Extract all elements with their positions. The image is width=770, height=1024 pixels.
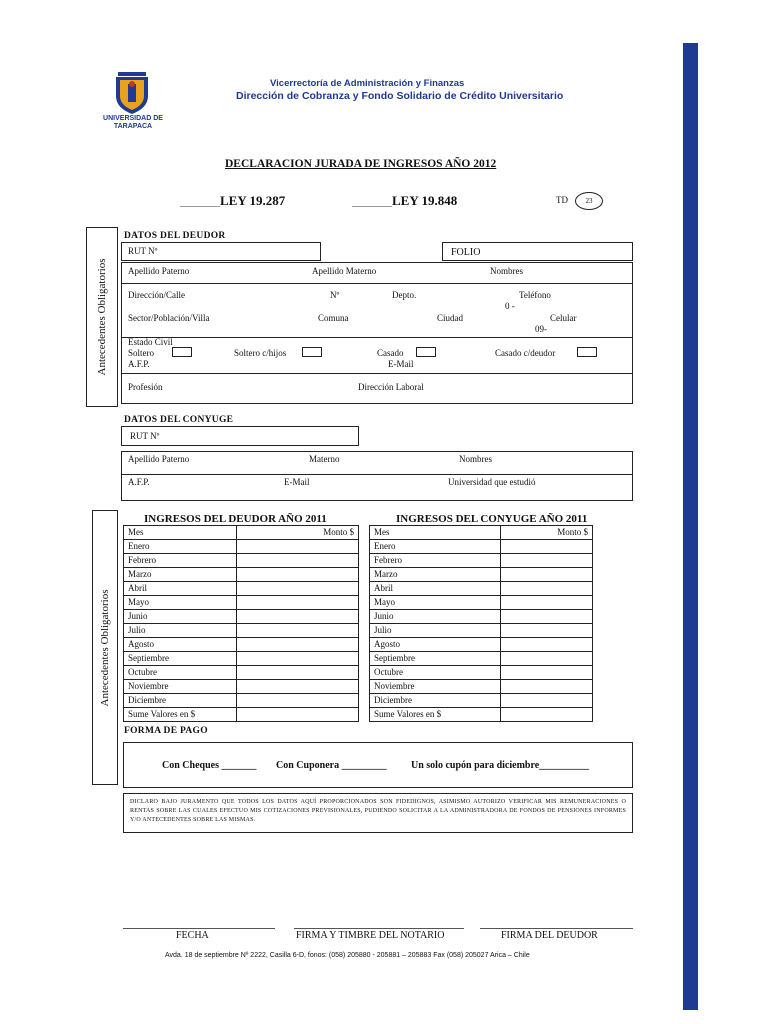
td-label: TD <box>556 195 568 205</box>
deudor-celular-prefix: 09- <box>535 324 547 334</box>
deudor-month-octubre-label: Octubre <box>124 666 237 680</box>
conyuge-sum-label: Sume Valores en $ <box>370 708 501 722</box>
conyuge-month-junio-label: Junio <box>370 610 501 624</box>
conyuge-month-septiembre-monto-input[interactable] <box>501 652 593 666</box>
declaracion-text: DICLARO BAJO JURAMENTO QUE TODOS LOS DATOS AQUÍ PROPORCIONADOS SON FIDEDIGNOS, ASIMISMO AUTORIZO VERIFICAR MIS REMUNERACIONES O RENTAS SOBRE LAS CUALES EFECTUO MIS COTIZACIONES PREVISIONALES, PUDIENDO SOLICITAR A LA ADMINISTRADORA DE FONDOS DE PENSIONES INFORMES Y/O ANTECEDENTES SOBRE LAS MISMAS. <box>123 793 633 833</box>
table-row <box>124 610 359 624</box>
deudor-telefono-label: Teléfono <box>519 290 551 300</box>
side-label-box-2 <box>92 510 118 785</box>
deudor-month-septiembre-label: Septiembre <box>124 652 237 666</box>
deudor-direccion-label: Dirección/Calle <box>128 290 185 300</box>
table-row <box>124 652 359 666</box>
deudor-data-box <box>121 262 633 404</box>
deudor-month-noviembre-label: Noviembre <box>124 680 237 694</box>
ingresos-deudor-body <box>124 526 359 722</box>
conyuge-month-diciembre-monto-input[interactable] <box>501 694 593 708</box>
deudor-month-junio-label: Junio <box>124 610 237 624</box>
table-row <box>370 624 593 638</box>
notario-line <box>294 928 464 929</box>
deudor-profesion-label: Profesión <box>128 382 163 392</box>
table-row <box>370 596 593 610</box>
deudor-month-enero-monto-input[interactable] <box>237 540 359 554</box>
folio-field[interactable] <box>442 242 633 261</box>
deudor-month-octubre-monto-input[interactable] <box>237 666 359 680</box>
conyuge-month-abril-label: Abril <box>370 582 501 596</box>
deudor-month-agosto-label: Agosto <box>124 638 237 652</box>
deudor-depto-label: Depto. <box>392 290 417 300</box>
deudor-month-abril-label: Abril <box>124 582 237 596</box>
table-row <box>370 708 593 722</box>
conyuge-materno-label: Materno <box>309 454 340 464</box>
table-row <box>124 568 359 582</box>
deudor-email-label: E-Mail <box>388 359 414 369</box>
col-monto-header: Monto $ <box>501 526 593 540</box>
deudor-ciudad-label: Ciudad <box>437 313 463 323</box>
side-blue-bar <box>683 43 698 1010</box>
deudor-month-marzo-label: Marzo <box>124 568 237 582</box>
soltero-label: Soltero <box>128 348 154 358</box>
deudor-month-julio-label: Julio <box>124 624 237 638</box>
deudor-sum-label: Sume Valores en $ <box>124 708 237 722</box>
table-row <box>370 666 593 680</box>
deudor-sector-label: Sector/Población/Villa <box>128 313 210 323</box>
soltero-hijos-checkbox[interactable] <box>302 347 322 357</box>
conyuge-month-julio-label: Julio <box>370 624 501 638</box>
conyuge-month-noviembre-label: Noviembre <box>370 680 501 694</box>
conyuge-email-label: E-Mail <box>284 477 310 487</box>
ingresos-conyuge-table <box>369 525 593 722</box>
ingresos-conyuge-title: INGRESOS DEL CONYUGE AÑO 2011 <box>396 513 588 525</box>
table-row <box>370 554 593 568</box>
table-row <box>124 554 359 568</box>
table-row <box>370 652 593 666</box>
conyuge-month-septiembre-label: Septiembre <box>370 652 501 666</box>
conyuge-rut-label: RUT Nº <box>130 431 160 441</box>
deudor-apellido-paterno-label: Apellido Paterno <box>128 266 190 276</box>
table-row <box>124 624 359 638</box>
fecha-line <box>123 928 275 929</box>
conyuge-afp-label: A.F.P. <box>128 477 150 487</box>
table-row <box>124 540 359 554</box>
deudor-sum-monto-input[interactable] <box>237 708 359 722</box>
table-row <box>370 694 593 708</box>
casado-checkbox[interactable] <box>416 347 436 357</box>
table-row <box>370 610 593 624</box>
conyuge-month-mayo-label: Mayo <box>370 596 501 610</box>
side-label-box-1 <box>86 227 118 407</box>
deudor-month-marzo-monto-input[interactable] <box>237 568 359 582</box>
deudor-apellido-materno-label: Apellido Materno <box>312 266 377 276</box>
deudor-rut-field[interactable] <box>121 242 321 261</box>
conyuge-month-febrero-label: Febrero <box>370 554 501 568</box>
deudor-month-diciembre-label: Diciembre <box>124 694 237 708</box>
deudor-celular-label: Celular <box>550 313 577 323</box>
deudor-month-julio-monto-input[interactable] <box>237 624 359 638</box>
td-badge: 23 <box>575 192 603 210</box>
table-row <box>124 638 359 652</box>
logo-text: UNIVERSIDAD DE TARAPACA <box>103 115 163 130</box>
conyuge-month-enero-label: Enero <box>370 540 501 554</box>
header-line-1: Vicerrectoría de Administración y Finanzas <box>270 78 465 89</box>
deudor-section-title: DATOS DEL DEUDOR <box>124 231 226 241</box>
table-row <box>370 540 593 554</box>
university-logo <box>94 72 172 132</box>
table-row <box>370 680 593 694</box>
table-row <box>370 638 593 652</box>
side-label-1: Antecedentes Obligatorios <box>96 258 108 376</box>
pago-cuponera-option[interactable]: Con Cuponera _________ <box>276 760 387 771</box>
col-mes-header: Mes <box>124 526 237 540</box>
table-row <box>124 666 359 680</box>
table-row <box>124 596 359 610</box>
footer-address: Avda. 18 de septiembre Nº 2222, Casilla 6-D, fonos: (058) 205880 - 205881 – 205883 Fax (058) 205027 Arica – Chile <box>165 952 530 959</box>
pago-cupon-option[interactable]: Un solo cupón para diciembre__________ <box>411 760 590 771</box>
deudor-firma-line <box>480 928 633 929</box>
conyuge-month-junio-monto-input[interactable] <box>501 610 593 624</box>
deudor-month-enero-label: Enero <box>124 540 237 554</box>
deudor-month-junio-monto-input[interactable] <box>237 610 359 624</box>
deudor-month-diciembre-monto-input[interactable] <box>237 694 359 708</box>
col-mes-header: Mes <box>370 526 501 540</box>
deudor-month-abril-monto-input[interactable] <box>237 582 359 596</box>
deudor-month-febrero-label: Febrero <box>124 554 237 568</box>
deudor-month-agosto-monto-input[interactable] <box>237 638 359 652</box>
conyuge-rut-field[interactable] <box>121 426 359 446</box>
conyuge-month-noviembre-monto-input[interactable] <box>501 680 593 694</box>
fecha-label: FECHA <box>176 930 209 941</box>
table-row <box>124 708 359 722</box>
deudor-nombres-label: Nombres <box>490 266 523 276</box>
ley-19287-label: LEY 19.287 <box>220 193 286 208</box>
conyuge-data-box <box>121 451 633 501</box>
table-row <box>124 680 359 694</box>
ingresos-deudor-table <box>123 525 359 722</box>
conyuge-month-julio-monto-input[interactable] <box>501 624 593 638</box>
folio-label: FOLIO <box>451 247 481 258</box>
deudor-numero-label: Nº <box>330 290 340 300</box>
conyuge-universidad-label: Universidad que estudió <box>448 477 536 487</box>
deudor-firma-label: FIRMA DEL DEUDOR <box>501 930 598 941</box>
soltero-checkbox[interactable] <box>172 347 192 357</box>
table-row <box>370 582 593 596</box>
table-header-row <box>370 526 593 540</box>
deudor-comuna-label: Comuna <box>318 313 349 323</box>
table-row <box>124 694 359 708</box>
deudor-rut-label: RUT Nº <box>128 246 158 256</box>
document-title: DECLARACION JURADA DE INGRESOS AÑO 2012 <box>225 158 497 170</box>
conyuge-month-marzo-label: Marzo <box>370 568 501 582</box>
conyuge-apellido-paterno-label: Apellido Paterno <box>128 454 190 464</box>
ley-19287 <box>180 193 285 209</box>
deudor-estado-civil-label: Estado Civil <box>128 337 173 347</box>
table-row <box>370 568 593 582</box>
deudor-month-septiembre-monto-input[interactable] <box>237 652 359 666</box>
header-line-2: Dirección de Cobranza y Fondo Solidario de Crédito Universitario <box>236 90 564 102</box>
pago-box <box>123 742 633 788</box>
conyuge-month-agosto-label: Agosto <box>370 638 501 652</box>
deudor-afp-label: A.F.P. <box>128 359 150 369</box>
ley-19848-blank: ________ <box>352 197 392 208</box>
deudor-telefono-prefix: 0 - <box>505 301 515 311</box>
ingresos-conyuge-body <box>370 526 593 722</box>
conyuge-month-enero-monto-input[interactable] <box>501 540 593 554</box>
conyuge-month-octubre-monto-input[interactable] <box>501 666 593 680</box>
conyuge-month-febrero-monto-input[interactable] <box>501 554 593 568</box>
conyuge-month-abril-monto-input[interactable] <box>501 582 593 596</box>
ley-19848-label: LEY 19.848 <box>392 193 458 208</box>
conyuge-month-diciembre-label: Diciembre <box>370 694 501 708</box>
conyuge-sum-monto-input[interactable] <box>501 708 593 722</box>
table-header-row <box>124 526 359 540</box>
deudor-month-mayo-label: Mayo <box>124 596 237 610</box>
casado-deudor-checkbox[interactable] <box>577 347 597 357</box>
notario-label: FIRMA Y TIMBRE DEL NOTARIO <box>296 930 445 941</box>
conyuge-month-mayo-monto-input[interactable] <box>501 596 593 610</box>
deudor-row-divider-1 <box>122 283 632 284</box>
casado-deudor-label: Casado c/deudor <box>495 348 556 358</box>
conyuge-month-octubre-label: Octubre <box>370 666 501 680</box>
conyuge-row-divider <box>122 474 632 475</box>
table-row <box>124 582 359 596</box>
conyuge-nombres-label: Nombres <box>459 454 492 464</box>
conyuge-month-agosto-monto-input[interactable] <box>501 638 593 652</box>
pago-section-title: FORMA DE PAGO <box>124 726 208 736</box>
deudor-direccion-laboral-label: Dirección Laboral <box>358 382 424 392</box>
ley-19848 <box>352 193 457 209</box>
pago-cheques-option[interactable]: Con Cheques _______ <box>162 760 257 771</box>
ingresos-deudor-title: INGRESOS DEL DEUDOR AÑO 2011 <box>144 513 327 525</box>
side-label-2: Antecedentes Obligatorios <box>99 589 111 706</box>
ley-19287-blank: ________ <box>180 197 220 208</box>
deudor-row-divider-3 <box>122 373 632 374</box>
deudor-month-febrero-monto-input[interactable] <box>237 554 359 568</box>
col-monto-header: Monto $ <box>237 526 359 540</box>
soltero-hijos-label: Soltero c/hijos <box>234 348 287 358</box>
deudor-row-divider-2 <box>122 337 632 338</box>
conyuge-month-marzo-monto-input[interactable] <box>501 568 593 582</box>
conyuge-section-title: DATOS DEL CONYUGE <box>124 415 234 425</box>
casado-label: Casado <box>377 348 404 358</box>
deudor-month-mayo-monto-input[interactable] <box>237 596 359 610</box>
deudor-month-noviembre-monto-input[interactable] <box>237 680 359 694</box>
